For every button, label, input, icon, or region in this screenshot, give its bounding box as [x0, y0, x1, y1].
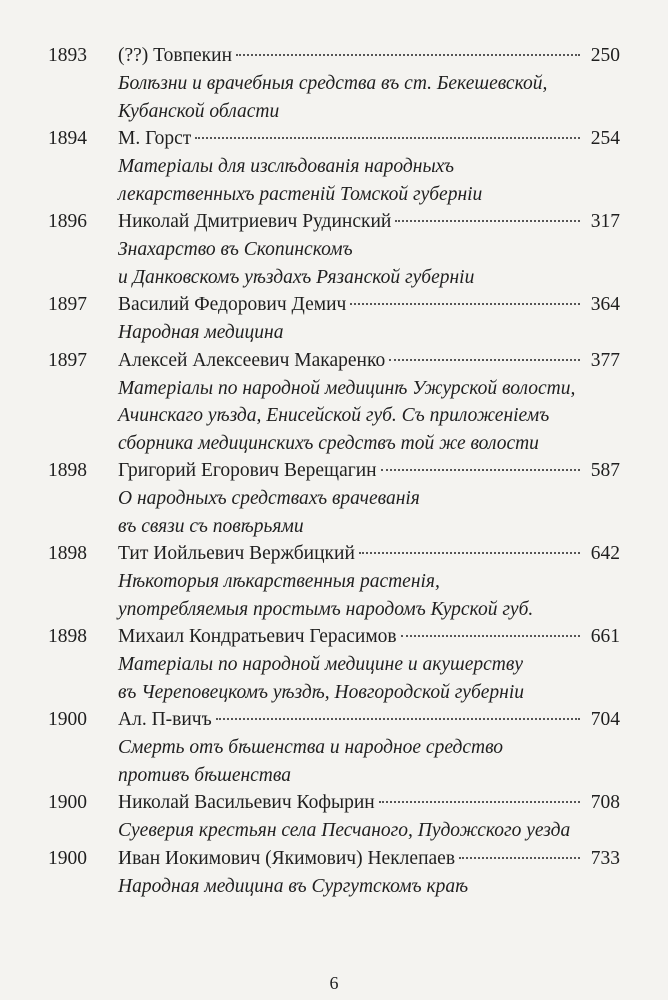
toc-entry-header — [48, 208, 620, 236]
dot-leader — [350, 303, 580, 305]
entry-year: 1900 — [48, 792, 87, 813]
entry-title-line: Ачинскаго уѣзда, Енисейской губ. Съ приложеніемъ — [118, 405, 550, 426]
entry-author: М. Горст — [118, 128, 192, 149]
toc-entry-header — [48, 42, 620, 70]
entry-year: 1900 — [48, 847, 87, 869]
entry-title-line: и Данковскомъ уѣздахъ Рязанской губерніи — [118, 266, 475, 288]
entry-title-line: Кубанской области — [118, 100, 280, 122]
toc-entry — [48, 623, 620, 706]
toc-entry — [48, 125, 620, 208]
entry-year: 1893 — [48, 45, 87, 66]
toc-entry-header — [48, 540, 620, 568]
entry-title-line: Смерть отъ бѣшенства и народное средство — [118, 737, 504, 758]
entry-author: Ал. П-вичъ — [118, 709, 212, 730]
entry-title-line: Суеверия крестьян села Песчаного, Пудожского уезда — [118, 820, 571, 841]
dot-leader — [389, 359, 580, 361]
toc-entry-header — [48, 623, 620, 651]
entry-author: Тит Иойльевич Вержбицкий — [118, 543, 355, 564]
toc-entry-header — [48, 706, 620, 734]
entry-year: 1900 — [48, 709, 87, 730]
toc-entry — [48, 42, 620, 125]
page-number: 6 — [329, 973, 339, 993]
entry-title-line: Матеріалы по народной медицинѣ Ужурской волости, — [118, 377, 576, 399]
entry-author: (??) Товпекин — [118, 45, 233, 66]
entry-page-number: 704 — [590, 709, 620, 730]
page-footer — [0, 972, 668, 994]
entry-page-number: 642 — [590, 543, 620, 564]
entry-year: 1898 — [48, 543, 87, 564]
entry-author: Николай Васильевич Кофырин — [118, 792, 375, 813]
dot-leader — [195, 137, 580, 139]
toc-entry — [48, 706, 620, 789]
entry-page-number: 254 — [590, 128, 620, 149]
toc-entry-header — [48, 845, 620, 873]
entry-author: Григорий Егорович Верещагин — [118, 460, 377, 481]
entry-year: 1898 — [48, 626, 87, 647]
entry-title-line: Знахарство въ Скопинскомъ — [118, 239, 353, 260]
entry-page-number: 317 — [590, 211, 620, 232]
entry-author: Иван Иокимович (Якимович) Неклепаев — [118, 847, 456, 869]
dot-leader — [381, 469, 580, 471]
toc-entry — [48, 291, 620, 347]
dot-leader — [459, 857, 580, 859]
entry-title-line: противъ бѣшенства — [118, 764, 291, 786]
toc-entry — [48, 789, 620, 845]
entry-title-line: Матеріалы по народной медицине и акушерству — [118, 654, 523, 675]
entry-title-line: Матеріалы для изслѣдованія народныхъ — [118, 156, 454, 177]
toc-entry-header — [48, 789, 620, 817]
entry-year: 1897 — [48, 349, 87, 371]
entry-title-line: въ связи съ повѣрьями — [118, 515, 304, 537]
entry-author: Алексей Алексеевич Макаренко — [118, 349, 386, 371]
dot-leader — [359, 552, 580, 554]
entry-page-number: 377 — [590, 349, 620, 371]
toc-entry — [48, 347, 620, 458]
toc-entry — [48, 540, 620, 623]
entry-author: Николай Дмитриевич Рудинский — [118, 211, 392, 232]
entry-year: 1898 — [48, 460, 87, 481]
toc-entry-header — [48, 347, 620, 375]
entry-page-number: 250 — [590, 45, 620, 66]
entry-page-number: 708 — [590, 792, 620, 813]
entry-title-line: Нѣкоторыя лѣкарственныя растенія, — [118, 571, 440, 592]
toc-entry-header — [48, 291, 620, 319]
dot-leader — [236, 54, 580, 56]
toc-entry — [48, 457, 620, 540]
entry-title-line: Народная медицина въ Сургутскомъ краѣ — [118, 875, 469, 897]
entry-title-line: употребляемыя простымъ народомъ Курской губ. — [118, 598, 534, 620]
dot-leader — [379, 801, 580, 803]
entry-year: 1894 — [48, 128, 87, 149]
toc-entry-header — [48, 457, 620, 485]
entry-year: 1896 — [48, 211, 87, 232]
entry-year: 1897 — [48, 294, 87, 315]
entry-page-number: 587 — [590, 460, 620, 481]
entry-title-line: лекарственныхъ растеній Томской губерніи — [118, 183, 483, 205]
entry-author: Михаил Кондратьевич Герасимов — [118, 626, 397, 647]
entry-page-number: 364 — [590, 294, 620, 315]
entry-page-number: 661 — [590, 626, 620, 647]
entry-title-line: О народныхъ средствахъ врачеванія — [118, 488, 420, 509]
entry-title-line: Народная медицина — [118, 322, 284, 343]
entry-title-line: въ Череповецкомъ уѣздѣ, Новгородской губерніи — [118, 681, 525, 703]
toc-entry — [48, 208, 620, 291]
dot-leader — [216, 718, 580, 720]
table-of-contents — [48, 42, 620, 900]
toc-entry-header — [48, 125, 620, 153]
toc-entry — [48, 845, 620, 901]
entry-author: Василий Федорович Демич — [118, 294, 347, 315]
dot-leader — [401, 635, 580, 637]
entry-title-line: Болѣзни и врачебныя средства въ ст. Бекешевской, — [118, 73, 548, 94]
entry-title-line: сборника медицинскихъ средствъ той же волости — [118, 432, 539, 454]
entry-page-number: 733 — [590, 847, 620, 869]
dot-leader — [395, 220, 580, 222]
